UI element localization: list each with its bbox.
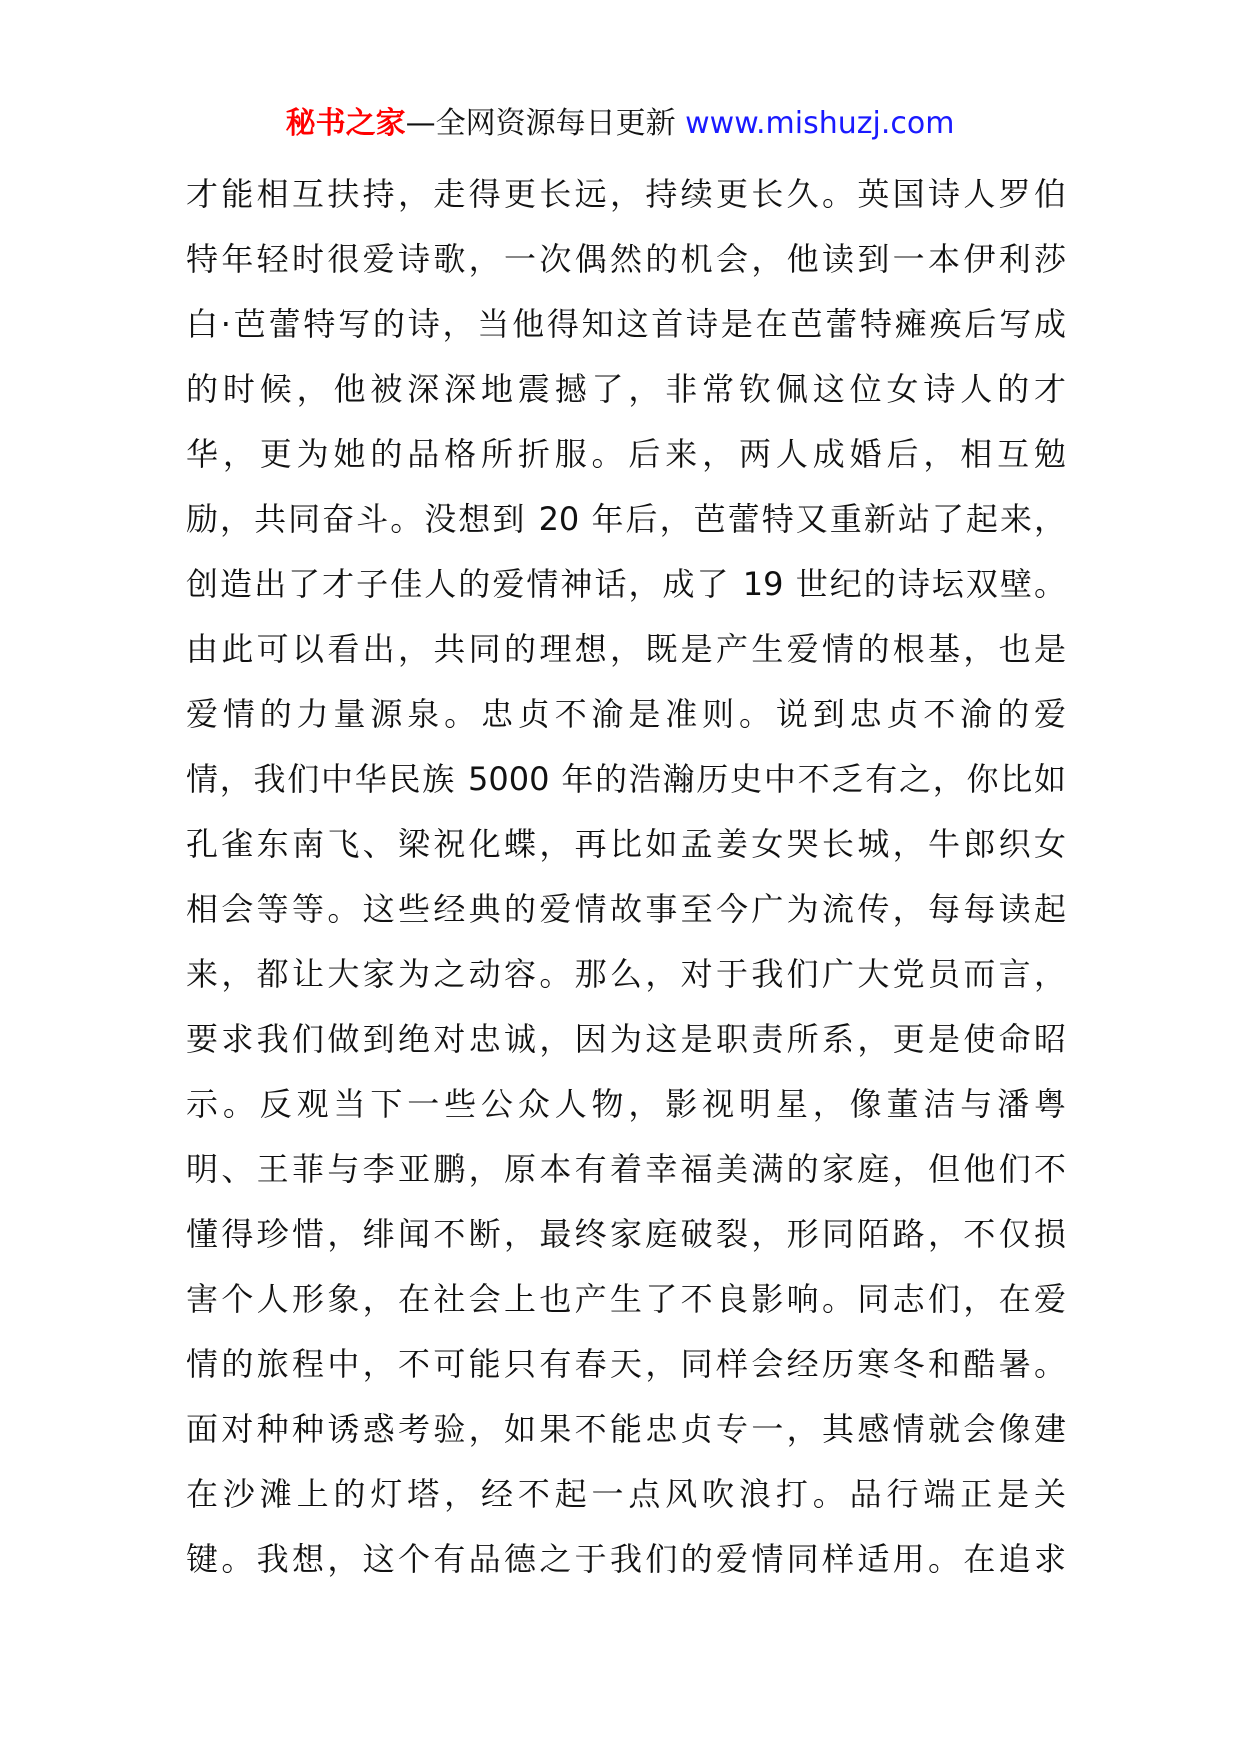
text-line: 孔雀东南飞、梁祝化蝶，再比如孟姜女哭长城，牛郎织女 <box>186 825 1066 863</box>
site-url-link[interactable]: www.mishuzj.com <box>685 106 955 141</box>
header-tagline: —全网资源每日更新 <box>405 106 676 141</box>
text-line: 情，我们中华民族 5000 年的浩瀚历史中不乏有之，你比如 <box>186 760 1066 798</box>
text-line: 在沙滩上的灯塔，经不起一点风吹浪打。品行端正是关 <box>186 1475 1066 1513</box>
text-line: 懂得珍惜，绯闻不断，最终家庭破裂，形同陌路，不仅损 <box>186 1215 1066 1253</box>
text-line: 创造出了才子佳人的爱情神话，成了 19 世纪的诗坛双壁。 <box>186 565 1066 603</box>
text-line: 明、王菲与李亚鹏，原本有着幸福美满的家庭，但他们不 <box>186 1150 1066 1188</box>
text-line: 特年轻时很爱诗歌，一次偶然的机会，他读到一本伊利莎 <box>186 240 1066 278</box>
text-line: 键。我想，这个有品德之于我们的爱情同样适用。在追求 <box>186 1540 1066 1578</box>
text-line: 华，更为她的品格所折服。后来，两人成婚后，相互勉 <box>186 435 1066 473</box>
document-body <box>186 162 1066 1592</box>
text-line: 的时候，他被深深地震撼了，非常钦佩这位女诗人的才 <box>186 370 1066 408</box>
text-line: 情的旅程中，不可能只有春天，同样会经历寒冬和酷暑。 <box>186 1345 1066 1383</box>
text-line: 相会等等。这些经典的爱情故事至今广为流传，每每读起 <box>186 890 1066 928</box>
text-line: 面对种种诱惑考验，如果不能忠贞专一，其感情就会像建 <box>186 1410 1066 1448</box>
text-line: 爱情的力量源泉。忠贞不渝是准则。说到忠贞不渝的爱 <box>186 695 1066 733</box>
brand-name: 秘书之家 <box>285 106 406 141</box>
page-header <box>0 104 1240 144</box>
text-line: 由此可以看出，共同的理想，既是产生爱情的根基，也是 <box>186 630 1066 668</box>
text-line: 示。反观当下一些公众人物，影视明星，像董洁与潘粤 <box>186 1085 1066 1123</box>
text-line: 要求我们做到绝对忠诚，因为这是职责所系，更是使命昭 <box>186 1020 1066 1058</box>
text-line: 害个人形象，在社会上也产生了不良影响。同志们，在爱 <box>186 1280 1066 1318</box>
text-line: 励，共同奋斗。没想到 20 年后，芭蕾特又重新站了起来， <box>186 500 1066 538</box>
text-line: 来，都让大家为之动容。那么，对于我们广大党员而言， <box>186 955 1066 993</box>
text-line: 白·芭蕾特写的诗，当他得知这首诗是在芭蕾特瘫痪后写成 <box>186 305 1066 343</box>
text-line: 才能相互扶持，走得更长远，持续更长久。英国诗人罗伯 <box>186 175 1066 213</box>
